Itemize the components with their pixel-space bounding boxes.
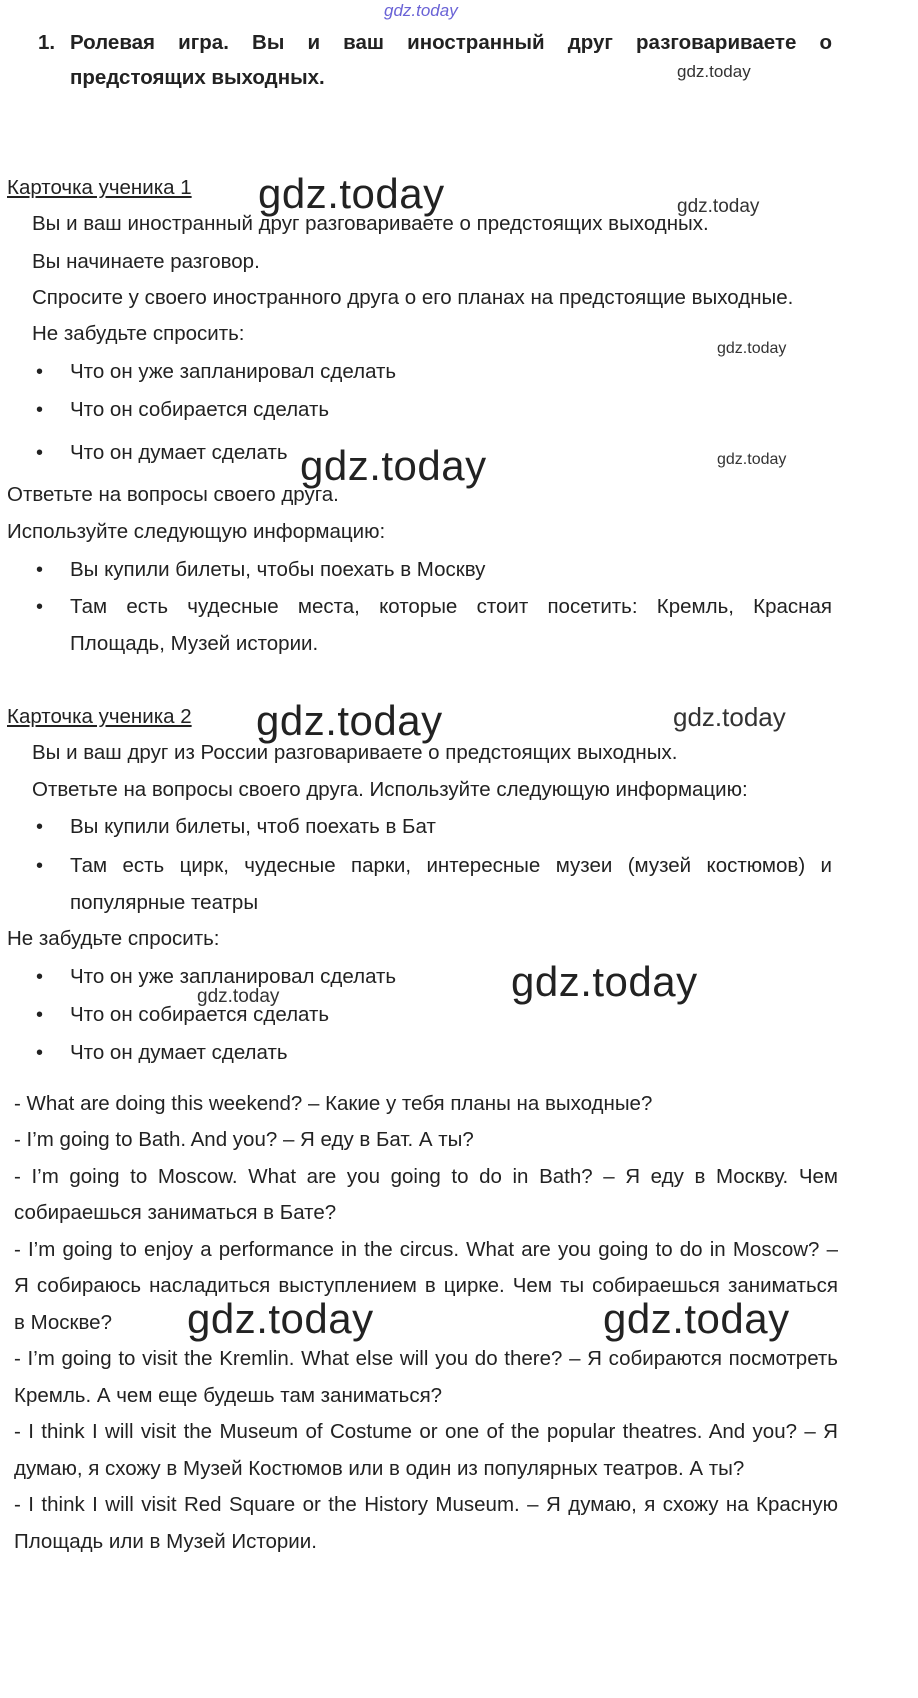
watermark: gdz.today [258, 170, 445, 217]
task-title-line2: предстоящих выходных. [70, 66, 325, 89]
card1-ask-item: • Что он уже запланировал сделать [70, 358, 396, 386]
dialogue-line: - I’m going to Bath. And you? – Я еду в Бат. А ты? [14, 1128, 474, 1151]
dialogue-line: - I think I will visit the Museum of Costume or one of the popular theatres. And you? – Я [14, 1420, 838, 1443]
card2-ask-item: • Что он думает сделать [70, 1039, 288, 1067]
dialogue-line: - I think I will visit Red Square or the History Museum. – Я думаю, я схожу на Красную [14, 1493, 838, 1516]
card2-info-item: • Вы купили билеты, чтоб поехать в Бат [70, 813, 436, 841]
card2-remember: Не забудьте спросить: [7, 927, 220, 950]
card1-line: Спросите у своего иностранного друга о его планах на предстоящие выходные. [32, 286, 794, 309]
watermark: gdz.today [717, 451, 787, 468]
task-title-line1: Ролевая игра. Вы и ваш иностранный друг разговариваете о [70, 31, 832, 54]
card2-label: Карточка ученика 2 [7, 705, 192, 728]
card1-ask-item: • Что он собирается сделать [70, 396, 329, 424]
watermark: gdz.today [677, 62, 751, 81]
card1-ask-item: • Что он думает сделать [70, 439, 288, 467]
dialogue-line: Площадь или в Музей Истории. [14, 1530, 317, 1553]
dialogue-line: думаю, я схожу в Музей Костюмов или в один из популярных театров. А ты? [14, 1457, 745, 1480]
watermark: gdz.today [603, 1295, 790, 1342]
watermark-top: gdz.today [384, 1, 458, 20]
watermark: gdz.today [717, 340, 787, 357]
card2-line: Вы и ваш друг из России разговариваете о предстоящих выходных. [32, 741, 678, 764]
card1-line: Вы начинаете разговор. [32, 250, 260, 273]
watermark: gdz.today [187, 1295, 374, 1342]
card1-label: Карточка ученика 1 [7, 176, 192, 199]
card1-line: Не забудьте спросить: [32, 322, 245, 345]
watermark: gdz.today [673, 702, 786, 732]
card1-info-item-cont: Площадь, Музей истории. [70, 632, 319, 655]
watermark: gdz.today [677, 196, 760, 217]
dialogue-line: - I’m going to Moscow. What are you going to do in Bath? – Я еду в Москву. Чем [14, 1165, 838, 1188]
dialogue-line: Я собираюсь насладиться выступлением в цирке. Чем ты собираешься заниматься [14, 1274, 838, 1297]
dialogue-line: - What are doing this weekend? – Какие у тебя планы на выходные? [14, 1092, 653, 1115]
card2-line: Ответьте на вопросы своего друга. Используйте следующую информацию: [32, 778, 748, 801]
task-number: 1. [38, 31, 56, 54]
card2-ask-item: • Что он собирается сделать [70, 1001, 329, 1029]
card2-info-item: • Там есть цирк, чудесные парки, интересные музеи (музей костюмов) и [70, 852, 832, 880]
card1-use-info: Используйте следующую информацию: [7, 520, 386, 543]
watermark: gdz.today [511, 958, 698, 1005]
card1-line: Вы и ваш иностранный друг разговариваете о предстоящих выходных. [32, 212, 709, 235]
card1-info-item: • Там есть чудесные места, которые стоит посетить: Кремль, Красная [70, 593, 832, 621]
dialogue-line: - I’m going to visit the Kremlin. What else will you do there? – Я собираются посмотреть [14, 1347, 838, 1370]
watermark: gdz.today [256, 697, 443, 744]
watermark: gdz.today [300, 442, 487, 489]
card2-ask-item: • Что он уже запланировал сделать [70, 963, 396, 991]
dialogue-line: в Москве? [14, 1311, 112, 1334]
dialogue-line: Кремль. А чем еще будешь там заниматься? [14, 1384, 443, 1407]
dialogue-line: собираешься заниматься в Бате? [14, 1201, 337, 1224]
watermark: gdz.today [197, 986, 280, 1007]
card1-answer: Ответьте на вопросы своего друга. [7, 483, 339, 506]
card2-info-item-cont: популярные театры [70, 891, 259, 914]
card1-info-item: • Вы купили билеты, чтобы поехать в Москву [70, 556, 485, 584]
dialogue-line: - I’m going to enjoy a performance in the circus. What are you going to do in Moscow? – [14, 1238, 838, 1261]
